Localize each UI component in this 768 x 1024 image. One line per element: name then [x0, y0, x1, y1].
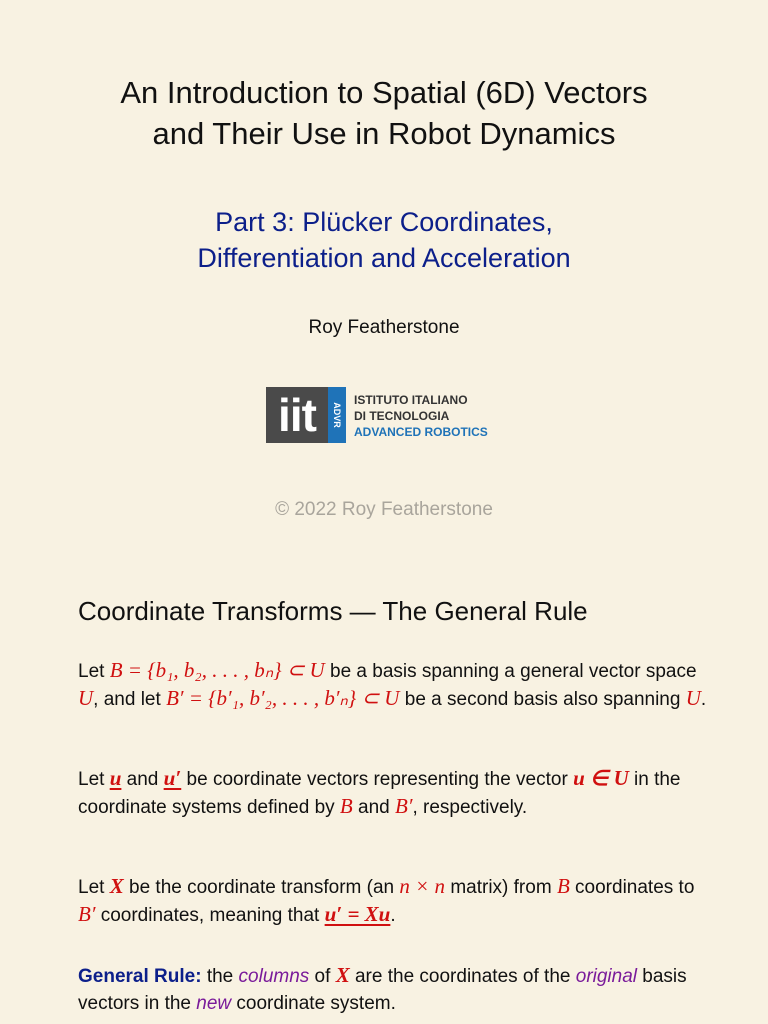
p2-text-2: and	[121, 769, 164, 790]
p2-math-u-prime-coord: u′	[163, 766, 182, 790]
p1-math-basis-b-prime: B′ = {b′₁, b′₂, . . . , b′ₙ} ⊂ U	[166, 686, 400, 710]
p4-emphasis-original: original	[575, 966, 638, 987]
paragraph-general-rule	[78, 962, 708, 1017]
presentation-title	[0, 72, 768, 154]
general-rule-label: General Rule:	[78, 966, 202, 987]
p4-text-1: the	[201, 966, 239, 987]
p3-math-x: X	[109, 874, 124, 898]
p1-text-3: , and let	[93, 689, 167, 710]
p2-math-u-coord: u	[109, 766, 122, 790]
p1-math-u-2: U	[685, 686, 701, 710]
p4-emphasis-columns: columns	[238, 966, 310, 987]
p3-math-n-by-n: n × n	[399, 874, 446, 898]
p3-text-2: be the coordinate transform (an	[123, 877, 400, 898]
p2-math-b-prime: B′	[395, 794, 413, 818]
logo-line-3: ADVANCED ROBOTICS	[354, 425, 488, 439]
p4-math-x: X	[335, 963, 350, 987]
paragraph-coordinate-vectors	[78, 765, 708, 821]
p3-math-equation: u′ = Xu	[324, 902, 391, 926]
subtitle-line-2: Differentiation and Acceleration	[197, 243, 571, 273]
presentation-subtitle	[0, 204, 768, 276]
p1-text-2: be a basis spanning a general vector space	[324, 661, 697, 682]
logo-tab	[328, 387, 346, 443]
p1-text-5: .	[700, 689, 707, 710]
subtitle-line-1: Part 3: Plücker Coordinates,	[215, 207, 553, 237]
p3-text-4: coordinates to	[569, 877, 695, 898]
logo-line-1: ISTITUTO ITALIANO	[354, 393, 468, 407]
paragraph-basis	[78, 657, 708, 713]
title-line-1: An Introduction to Spatial (6D) Vectors	[120, 75, 648, 110]
p2-text-5: and	[352, 797, 396, 818]
p3-math-b: B	[556, 874, 570, 898]
p2-text-6: , respectively.	[412, 797, 528, 818]
p4-text-4: basis vectors in the	[78, 966, 687, 1014]
p4-text-5: coordinate system.	[231, 993, 396, 1014]
p3-math-b-prime: B′	[78, 902, 96, 926]
p2-text-4: in the coordinate systems defined by	[78, 769, 681, 818]
p4-text-3: are the coordinates of the	[349, 966, 576, 987]
p1-math-basis-b: B = {b₁, b₂, . . . , bₙ} ⊂ U	[109, 658, 325, 682]
p2-text-3: be coordinate vectors representing the vector	[181, 769, 574, 790]
logo-tab-text: ADVR	[332, 402, 343, 428]
p4-text-2: of	[309, 966, 336, 987]
p3-text-3: matrix) from	[445, 877, 557, 898]
p2-math-u-in-u: u ∈ U	[573, 766, 629, 790]
p1-math-u: U	[78, 686, 94, 710]
p4-emphasis-new: new	[196, 993, 232, 1014]
section-heading: Coordinate Transforms — The General Rule	[78, 596, 588, 626]
logo-line-2: DI TECNOLOGIA	[354, 409, 450, 423]
p2-math-b: B	[339, 794, 353, 818]
p1-text-4: be a second basis also spanning	[399, 689, 686, 710]
p1-text-1: Let	[78, 661, 110, 682]
p2-text-1: Let	[78, 769, 110, 790]
p3-text-6: .	[390, 905, 396, 926]
author-name: Roy Featherstone	[308, 317, 460, 338]
iit-logo	[266, 387, 506, 445]
logo-mark: iit	[266, 387, 328, 443]
p3-text-1: Let	[78, 877, 110, 898]
paragraph-transform	[78, 873, 708, 929]
logo-text	[354, 392, 488, 440]
p3-text-5: coordinates, meaning that	[95, 905, 325, 926]
title-line-2: and Their Use in Robot Dynamics	[152, 116, 616, 151]
copyright-notice: © 2022 Roy Featherstone	[275, 499, 493, 520]
